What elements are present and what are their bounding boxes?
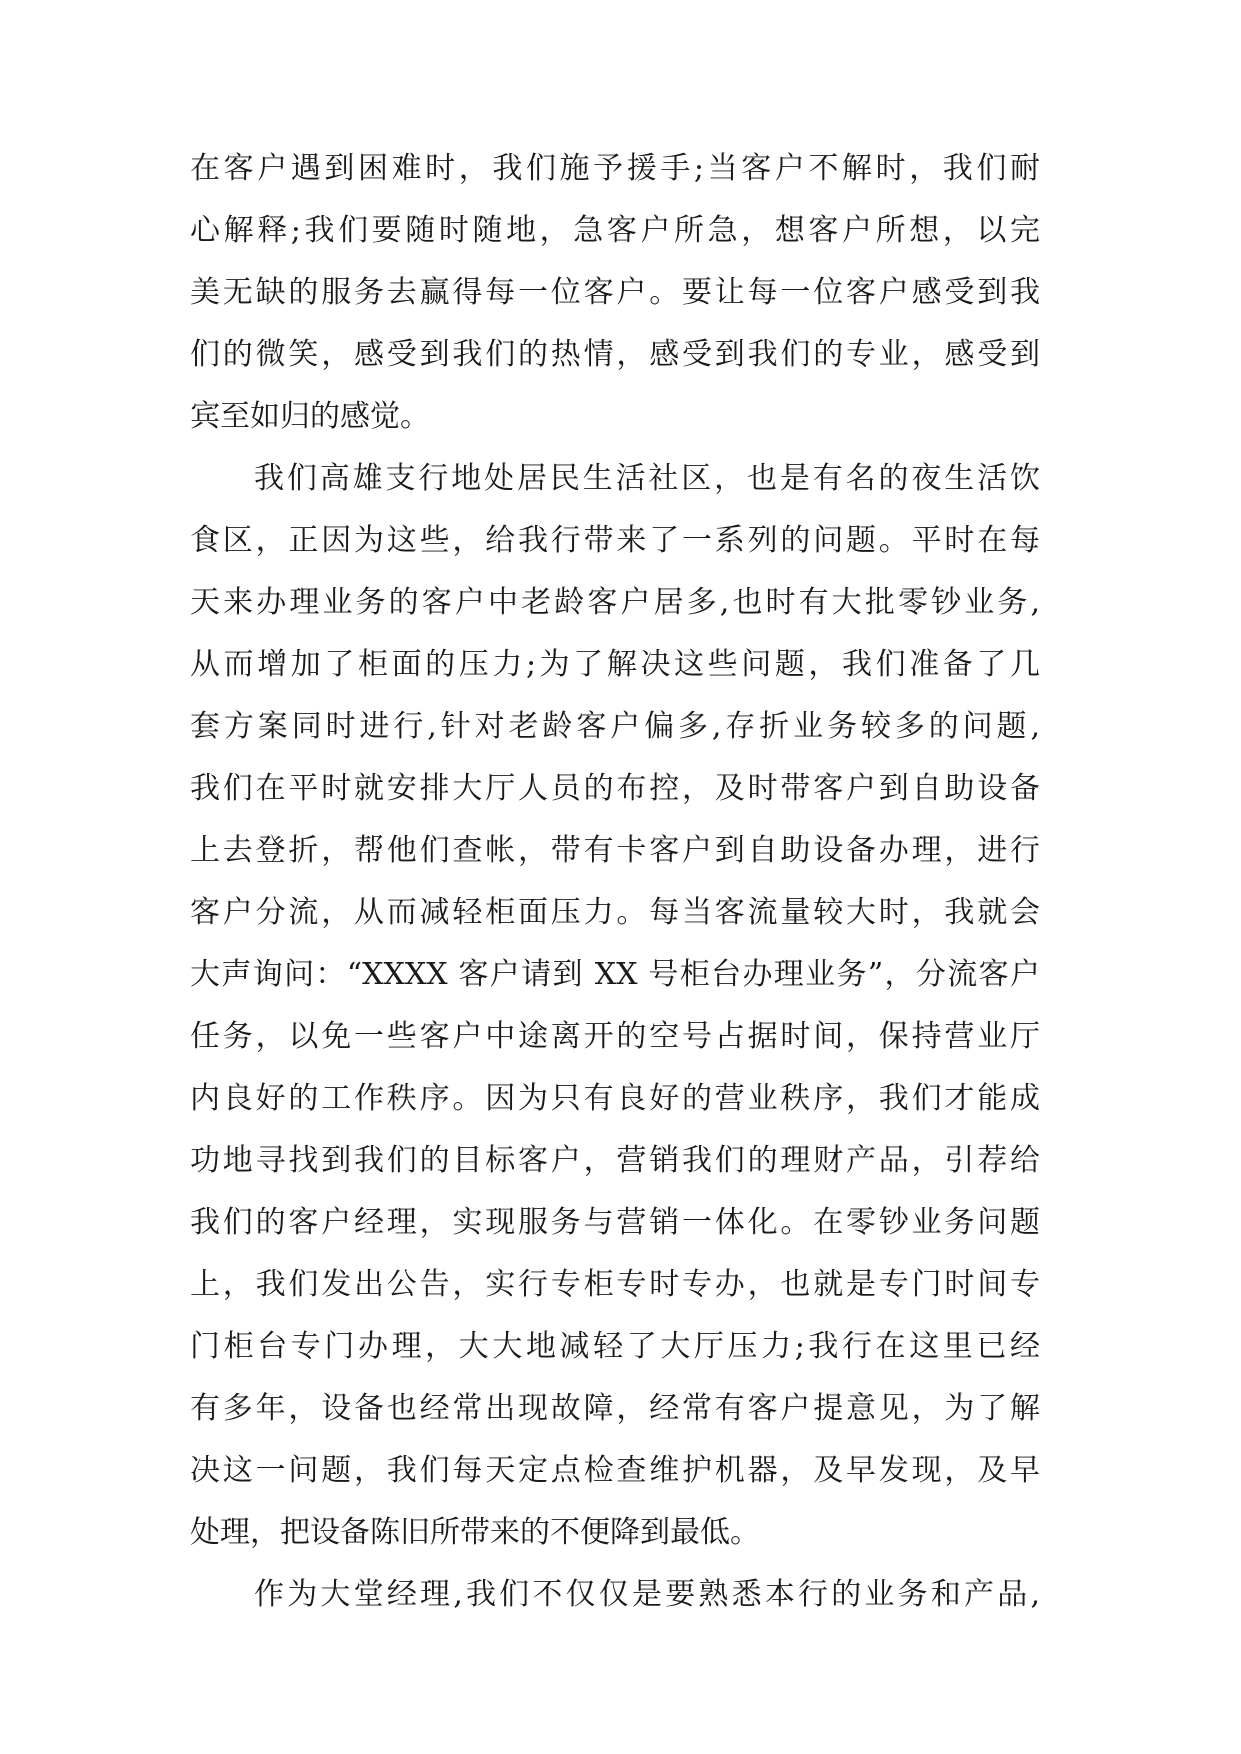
text-line: 们的微笑，感受到我们的热情，感受到我们的专业，感受到 <box>190 337 1040 372</box>
text-line: 门柜台专门办理，大大地减轻了大厅压力;我行在这里已经 <box>190 1329 1040 1364</box>
text-line: 美无缺的服务去赢得每一位客户。要让每一位客户感受到我 <box>190 275 1040 310</box>
text-line: 处理，把设备陈旧所带来的不便降到最低。 <box>190 1515 760 1550</box>
text-line: 上去登折，帮他们查帐，带有卡客户到自助设备办理，进行 <box>190 833 1040 868</box>
text-line: 天来办理业务的客户中老龄客户居多,也时有大批零钞业务, <box>190 585 1040 620</box>
text-line: 我们在平时就安排大厅人员的布控，及时带客户到自助设备 <box>190 771 1040 806</box>
text-line: 内良好的工作秩序。因为只有良好的营业秩序，我们才能成 <box>190 1081 1040 1116</box>
paragraph-first-line: 作为大堂经理,我们不仅仅是要熟悉本行的业务和产品, <box>254 1577 1040 1612</box>
text-line: 心解释;我们要随时随地，急客户所急，想客户所想，以完 <box>190 213 1040 248</box>
text-line: 在客户遇到困难时，我们施予援手;当客户不解时，我们耐 <box>190 151 1040 186</box>
text-line: 功地寻找到我们的目标客户，营销我们的理财产品，引荐给 <box>190 1143 1040 1178</box>
text-line: 我们的客户经理，实现服务与营销一体化。在零钞业务问题 <box>190 1205 1040 1240</box>
text-line: 宾至如归的感觉。 <box>190 399 430 434</box>
text-line: 上，我们发出公告，实行专柜专时专办，也就是专门时间专 <box>190 1267 1040 1302</box>
paragraph-first-line: 我们高雄支行地处居民生活社区，也是有名的夜生活饮 <box>254 461 1040 496</box>
text-line: 套方案同时进行,针对老龄客户偏多,存折业务较多的问题, <box>190 709 1040 744</box>
text-line: 有多年，设备也经常出现故障，经常有客户提意见，为了解 <box>190 1391 1040 1426</box>
text-line: 客户分流，从而减轻柜面压力。每当客流量较大时，我就会 <box>190 895 1040 930</box>
text-line: 决这一问题，我们每天定点检查维护机器，及早发现，及早 <box>190 1453 1040 1488</box>
text-line: 食区，正因为这些，给我行带来了一系列的问题。平时在每 <box>190 523 1040 558</box>
text-line: 任务，以免一些客户中途离开的空号占据时间，保持营业厅 <box>190 1019 1040 1054</box>
text-line: 大声询问：“XXXX 客户请到 XX 号柜台办理业务”，分流客户 <box>190 957 1040 992</box>
text-line: 从而增加了柜面的压力;为了解决这些问题，我们准备了几 <box>190 647 1040 682</box>
